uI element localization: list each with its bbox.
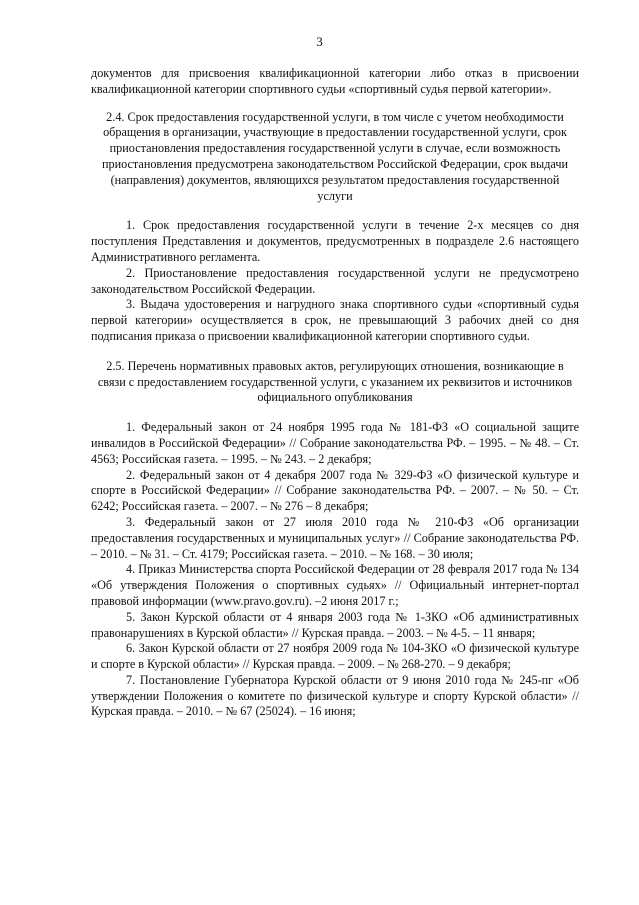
intro-paragraph: документов для присвоения квалификационной категории либо отказ в присвоении квалификационной категории спортивного судьи «спортивный судья первой категории». bbox=[91, 66, 579, 96]
section-2-4-item: 2. Приостановление предоставления государственной услуги не предусмотрено законодательством Российской Федерации. bbox=[91, 265, 579, 296]
section-2-4-item: 1. Срок предоставления государственной услуги в течение 2-х месяцев со дня поступления Представления и документов, предусмотренных в подразделе 2.6 настоящего Административного регламента. bbox=[91, 218, 579, 264]
legal-act-item: 1. Федеральный закон от 24 ноября 1995 года № 181-ФЗ «О социальной защите инвалидов в Российской Федерации» // Собрание законодательства РФ. – 1995. – № 48. – Ст. 4563; Российская газета. – 1995. – № 243. – 2 декабря; bbox=[91, 420, 579, 466]
spacer bbox=[91, 406, 579, 420]
legal-act-item: 6. Закон Курской области от 27 ноября 2009 года № 104-ЗКО «О физической культуре и спорте в Курской области» // Курская правда. – 2009. – № 268-270. – 9 декабря; bbox=[91, 641, 579, 672]
legal-act-item: 5. Закон Курской области от 4 января 2003 года № 1-ЗКО «Об административных правонарушениях в Курской области» // Курская правда. – 2003. – № 4-5. – 11 января; bbox=[91, 609, 579, 640]
spacer bbox=[91, 345, 579, 359]
section-2-5-heading: 2.5. Перечень нормативных правовых актов, регулирующих отношения, возникающие в связи с предоставлением государственной услуги, с указанием их реквизитов и источников официального опубликования bbox=[97, 358, 573, 405]
legal-act-item: 3. Федеральный закон от 27 июля 2010 года № 210-ФЗ «Об организации предоставления государственных и муниципальных услуг» // Собрание законодательства РФ. – 2010. – № 31. – Ст. 4179; Российская газета. – 2010. – № 168. – 30 июля; bbox=[91, 514, 579, 561]
section-2-4-item: 3. Выдача удостоверения и нагрудного знака спортивного судьи «спортивный судья первой категории» осуществляется в срок, не превышающий 3 рабочих дней со дня подписания приказа о присвоении квалификационной категории спортивного судьи. bbox=[91, 297, 579, 343]
page-number: 3 bbox=[316, 34, 323, 49]
legal-act-item: 2. Федеральный закон от 4 декабря 2007 года № 329-ФЗ «О физической культуре и спорте в Российской Федерации» // Собрание законодательства РФ. – 2007. – № 50. – Ст. 6242; Российская газета. – 2007. – № 276 – 8 декабря; bbox=[91, 467, 579, 514]
page-content bbox=[91, 66, 579, 720]
legal-act-item: 4. Приказ Министерства спорта Российской Федерации от 28 февраля 2017 года № 134 «Об утверждения Положения о спортивных судьях» // Официальный интернет-портал правовой информации (www.pravo.gov.ru). –2 июня 2017 г.; bbox=[91, 562, 579, 608]
legal-act-item: 7. Постановление Губернатора Курской области от 9 июня 2010 года № 245-пг «Об утверждении Положения о комитете по физической культуре и спорту Курской области» // Курская правда. – 2010. – № 67 (25024). – 16 июня; bbox=[91, 672, 579, 719]
spacer bbox=[91, 98, 579, 110]
spacer bbox=[91, 204, 579, 218]
section-2-4-heading: 2.4. Срок предоставления государственной услуги, в том числе с учетом необходимости обращения в организации, участвующие в предоставлении государственной услуги, срок приостановления предоставления государственной услуги в случае, если возможность приостановления предусмотрена законодательством Российской Федерации, срок выдачи (направления) документов, являющихся результатом предоставления государственной услуги bbox=[101, 109, 569, 203]
